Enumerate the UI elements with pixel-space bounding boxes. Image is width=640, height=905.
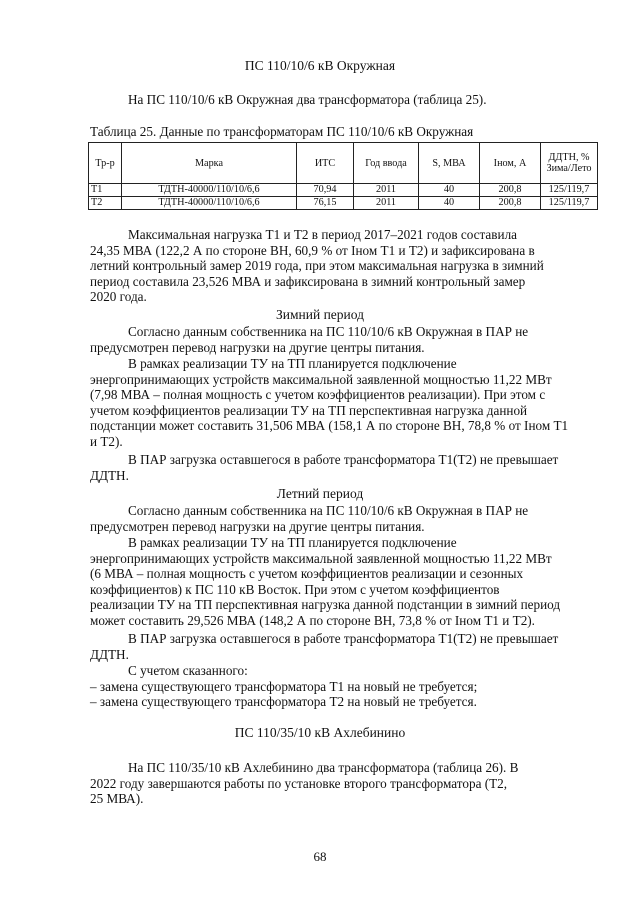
transformer-table — [88, 142, 598, 210]
text-line: летний контрольный замер 2019 года, при этом максимальная нагрузка в зимний — [90, 258, 544, 274]
table-cell: 200,8 — [480, 197, 541, 210]
akhlebinino-intro — [90, 760, 595, 807]
table-cell: 40 — [419, 197, 480, 210]
text-line: период составила 23,526 МВА и зафиксирована в зимний контрольный замер — [90, 273, 526, 289]
section-title-akhlebinino: ПС 110/35/10 кВ Ахлебинино — [234, 725, 406, 740]
text-line: 24,35 МВА (122,2 А по стороне ВН, 60,9 % от Iном Т1 и Т2) и зафиксирована в — [90, 242, 535, 258]
text-line: предусмотрен перевод нагрузки на другие центры питания. — [90, 339, 425, 355]
table-caption: Таблица 25. Данные по трансформаторам ПС 110/10/6 кВ Окружная — [90, 124, 474, 139]
header-cell: Тр-р — [89, 143, 122, 184]
section-title-okruzhnaya: ПС 110/10/6 кВ Окружная — [244, 58, 396, 73]
conclusion-intro: С учетом сказанного: — [128, 663, 248, 678]
table-row — [89, 197, 598, 210]
header-cell: ИТС — [297, 143, 354, 184]
text-line: Согласно данным собственника на ПС 110/10/6 кВ Окружная в ПАР не — [128, 324, 529, 339]
table-cell: 2011 — [354, 184, 419, 197]
winter-paragraph-3 — [90, 452, 595, 483]
list-item: – замена существующего трансформатора Т1 на новый не требуется; — [90, 678, 478, 694]
text-line: энергопринимающих устройств максимальной заявленной мощностью 11,22 МВт — [90, 550, 552, 566]
table-row — [89, 184, 598, 197]
header-cell: ДДТН, % Зима/Лето — [541, 143, 598, 184]
intro-paragraph: На ПС 110/10/6 кВ Окружная два трансформатора (таблица 25). — [128, 92, 487, 107]
text-line: В ПАР загрузка оставшегося в работе трансформатора Т1(Т2) не превышает — [128, 631, 559, 646]
table-cell: 70,94 — [297, 184, 354, 197]
text-line: коэффициентов) к ПС 110 кВ Восток. При этом с учетом коэффициентов — [90, 581, 500, 597]
table-cell: Т2 — [89, 197, 122, 210]
table-cell: Т1 — [89, 184, 122, 197]
conclusion-list — [90, 663, 595, 710]
text-line: (6 МВА – полная мощность с учетом коэффициентов реализации и сезонных — [90, 566, 524, 582]
text-line: ДДТН. — [90, 646, 129, 662]
header-cell: Год ввода — [354, 143, 419, 184]
header-cell: Марка — [122, 143, 297, 184]
text-line: ДДТН. — [90, 467, 129, 483]
winter-paragraph-1 — [90, 324, 595, 355]
table-cell: 200,8 — [480, 184, 541, 197]
text-line: В ПАР загрузка оставшегося в работе трансформатора Т1(Т2) не превышает — [128, 452, 559, 467]
summer-paragraph-3 — [90, 631, 595, 662]
table-cell: 2011 — [354, 197, 419, 210]
table-cell: 125/119,7 — [541, 197, 598, 210]
text-line: 2022 году завершаются работы по установке второго трансформатора (Т2, — [90, 775, 508, 791]
text-line: На ПС 110/35/10 кВ Ахлебинино два трансформатора (таблица 26). В — [128, 760, 519, 775]
table-cell: 40 — [419, 184, 480, 197]
winter-period-title: Зимний период — [275, 307, 364, 322]
text-line: реализации ТУ на ТП перспективная нагрузка данной подстанции в зимний период — [90, 597, 561, 613]
table-header-row — [89, 143, 598, 184]
table-cell: 76,15 — [297, 197, 354, 210]
table-cell: ТДТН-40000/110/10/6,6 — [122, 197, 297, 210]
header-cell: S, МВА — [419, 143, 480, 184]
page-number: 68 — [313, 849, 327, 864]
summer-period-title: Летний период — [276, 486, 364, 501]
table-cell: 125/119,7 — [541, 184, 598, 197]
text-line: 2020 года. — [90, 289, 147, 305]
text-line: 25 МВА). — [90, 791, 144, 807]
winter-paragraph-2 — [90, 356, 595, 450]
text-line: В рамках реализации ТУ на ТП планируется подключение — [128, 535, 457, 550]
text-line: и Т2). — [90, 433, 123, 449]
text-line: В рамках реализации ТУ на ТП планируется подключение — [128, 356, 457, 371]
text-line: Максимальная нагрузка Т1 и Т2 в период 2017–2021 годов составила — [128, 227, 517, 242]
max-load-paragraph — [90, 227, 595, 305]
list-item: – замена существующего трансформатора Т2 на новый не требуется. — [90, 694, 477, 710]
summer-paragraph-2 — [90, 535, 595, 629]
summer-paragraph-1 — [90, 503, 595, 534]
text-line: Согласно данным собственника на ПС 110/10/6 кВ Окружная в ПАР не — [128, 503, 529, 518]
text-line: учетом коэффициентов реализации ТУ на ТП перспективная нагрузка данной — [90, 402, 528, 418]
text-line: (7,98 МВА – полная мощность с учетом коэффициентов реализации). При этом с — [90, 387, 546, 403]
text-line: может составить 29,526 МВА (148,2 А по стороне ВН, 73,8 % от Iном Т1 и Т2). — [90, 612, 535, 628]
table-cell: ТДТН-40000/110/10/6,6 — [122, 184, 297, 197]
header-cell: Iном, А — [480, 143, 541, 184]
text-line: предусмотрен перевод нагрузки на другие центры питания. — [90, 518, 425, 534]
text-line: подстанции может составить 31,506 МВА (158,1 А по стороне ВН, 78,8 % от Iном Т1 — [90, 418, 569, 434]
text-line: энергопринимающих устройств максимальной заявленной мощностью 11,22 МВт — [90, 371, 552, 387]
